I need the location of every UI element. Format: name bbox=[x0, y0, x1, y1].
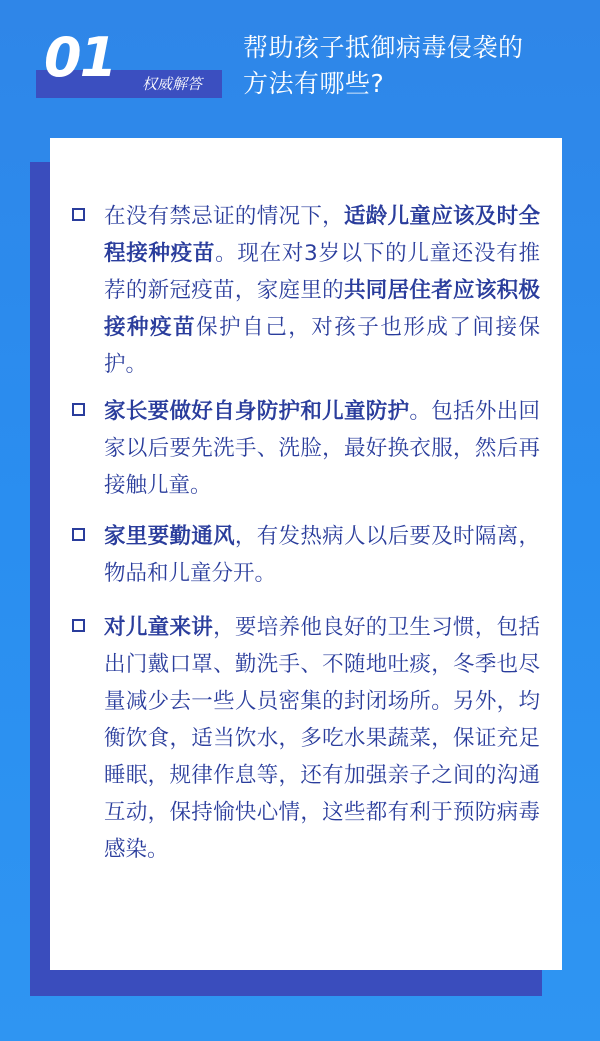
section-number: 01 bbox=[44, 26, 116, 89]
list-item-text: 对儿童来讲，要培养他良好的卫生习惯，包括出门戴口罩、勤洗手、不随地吐痰，冬季也尽量减少去一些人员密集的封闭场所。另外，均衡饮食，适当饮水，多吃水果蔬菜，保证充足睡眠，规律作息等，还有加强亲子之间的沟通互动，保持愉快心情，这些都有利于预防病毒感染。 bbox=[104, 615, 540, 862]
list-item-text: 家里要勤通风，有发热病人以后要及时隔离，物品和儿童分开。 bbox=[104, 524, 540, 586]
list-item bbox=[72, 609, 540, 868]
checkbox-bullet-icon bbox=[72, 528, 85, 541]
list-item bbox=[72, 198, 540, 383]
checkbox-bullet-icon bbox=[72, 403, 85, 416]
page-title-line-1: 帮助孩子抵御病毒侵袭的 bbox=[243, 33, 524, 62]
checkbox-bullet-icon bbox=[72, 619, 85, 632]
content-panel bbox=[50, 138, 562, 970]
list-item-text: 家长要做好自身防护和儿童防护。包括外出回家以后要先洗手、洗脸，最好换衣服，然后再接触儿童。 bbox=[104, 399, 540, 498]
page-title-line-2: 方法有哪些? bbox=[243, 69, 385, 98]
list-item bbox=[72, 393, 540, 504]
section-header bbox=[36, 26, 222, 94]
checkbox-bullet-icon bbox=[72, 208, 85, 221]
page-title bbox=[243, 30, 583, 102]
list-item-text: 在没有禁忌证的情况下，适龄儿童应该及时全程接种疫苗。现在对3岁以下的儿童还没有推荐的新冠疫苗，家庭里的共同居住者应该积极接种疫苗保护自己，对孩子也形成了间接保护。 bbox=[104, 204, 540, 377]
list-item bbox=[72, 518, 540, 592]
section-tag-label: 权威解答 bbox=[141, 75, 202, 93]
